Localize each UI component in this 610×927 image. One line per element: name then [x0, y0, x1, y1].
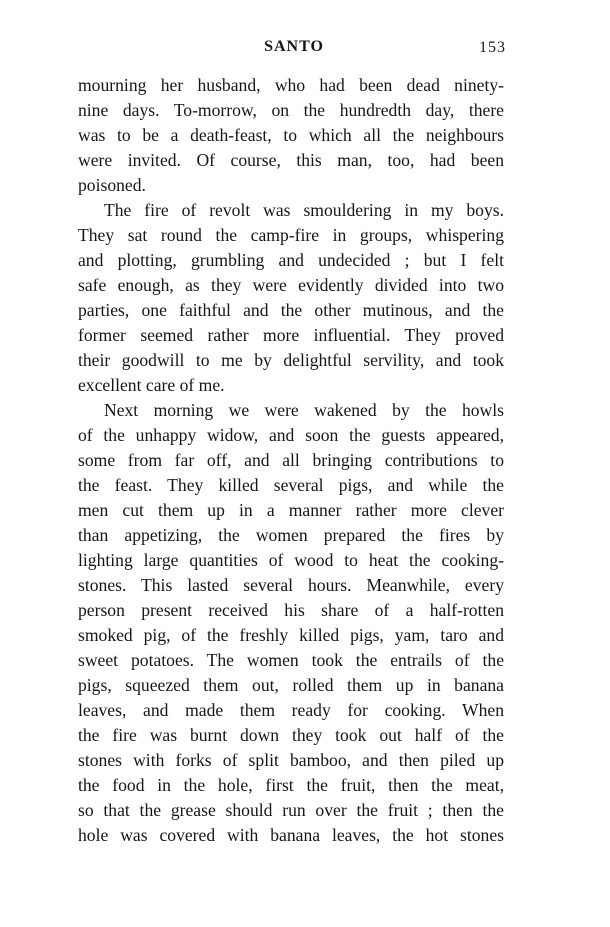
text-line: than appetizing, the women prepared the fires by — [78, 525, 504, 545]
text-line: their goodwill to me by delightful servility, and took — [78, 350, 504, 370]
text-line: former seemed rather more influential. They proved — [78, 325, 504, 345]
text-line: mourning her husband, who had been dead ninety- — [78, 75, 504, 95]
chapter-title: SANTO — [264, 38, 324, 55]
text-line: hole was covered with banana leaves, the hot stones — [78, 825, 504, 845]
text-line: some from far off, and all bringing contributions to — [78, 450, 504, 470]
text-line: stones. This lasted several hours. Meanwhile, every — [78, 575, 504, 595]
text-line: Next morning we were wakened by the howls — [104, 400, 504, 420]
text-line: stones with forks of split bamboo, and then piled up — [78, 750, 504, 770]
text-line: excellent care of me. — [78, 375, 225, 395]
text-line: leaves, and made them ready for cooking. When — [78, 700, 504, 720]
text-line: poisoned. — [78, 175, 146, 195]
text-line: The fire of revolt was smouldering in my boys. — [104, 200, 504, 220]
text-line: the feast. They killed several pigs, and while the — [78, 475, 504, 495]
text-line: lighting large quantities of wood to heat the cooking- — [78, 550, 504, 570]
text-line: the fire was burnt down they took out half of the — [78, 725, 504, 745]
text-line: was to be a death-feast, to which all the neighbours — [78, 125, 504, 145]
body-text — [78, 73, 504, 848]
text-line: nine days. To-morrow, on the hundredth day, there — [78, 100, 504, 120]
text-line: person present received his share of a half-rotten — [78, 600, 504, 620]
text-line: parties, one faithful and the other mutinous, and the — [78, 300, 504, 320]
text-line: pigs, squeezed them out, rolled them up in banana — [78, 675, 504, 695]
text-line: smoked pig, of the freshly killed pigs, yam, taro and — [78, 625, 504, 645]
text-line: men cut them up in a manner rather more clever — [78, 500, 504, 520]
text-line: so that the grease should run over the fruit ; then the — [78, 800, 504, 820]
text-line: the food in the hole, first the fruit, then the meat, — [78, 775, 504, 795]
text-line: and plotting, grumbling and undecided ; but I felt — [78, 250, 504, 270]
text-line: of the unhappy widow, and soon the guests appeared, — [78, 425, 504, 445]
page-number: 153 — [479, 39, 506, 56]
text-line: were invited. Of course, this man, too, had been — [78, 150, 504, 170]
text-line: safe enough, as they were evidently divided into two — [78, 275, 504, 295]
running-head — [78, 38, 510, 60]
text-line: sweet potatoes. The women took the entrails of the — [78, 650, 504, 670]
text-line: They sat round the camp-fire in groups, whispering — [78, 225, 504, 245]
